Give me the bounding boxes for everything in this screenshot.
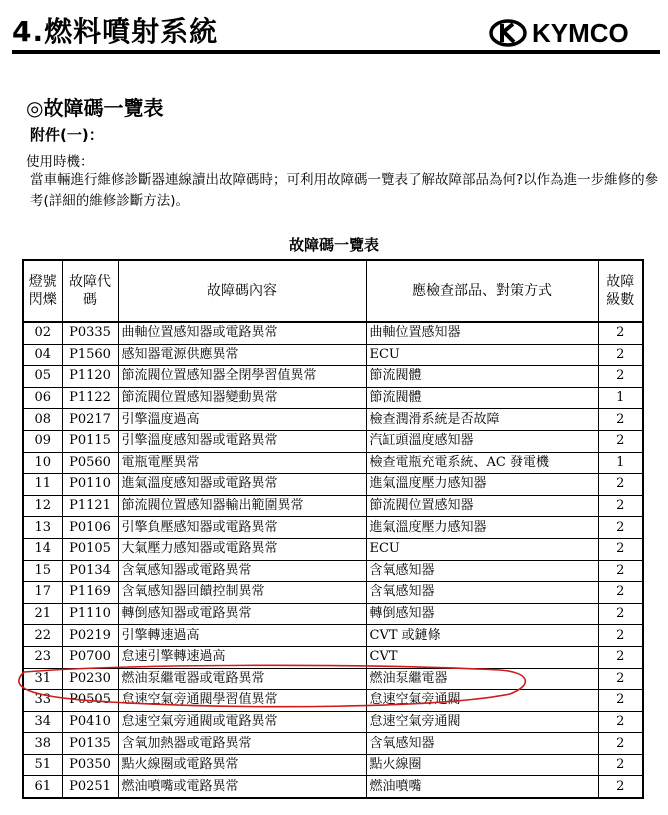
cell-code: P0251 — [62, 776, 118, 798]
cell-code: P0560 — [62, 452, 118, 474]
kymco-logo-icon — [488, 18, 528, 48]
cell-check: 燃油噴嘴 — [366, 776, 598, 798]
cell-flash: 33 — [23, 690, 62, 712]
usage-label: 使用時機： — [26, 154, 94, 170]
table-row — [23, 322, 643, 344]
table-row — [23, 430, 643, 452]
cell-check: 含氧感知器 — [366, 733, 598, 755]
table-row — [23, 603, 643, 625]
cell-content: 燃油噴嘴或電路異常 — [118, 776, 366, 798]
cell-grade: 1 — [598, 452, 643, 474]
cell-content: 怠速空氣旁通閥或電路異常 — [118, 711, 366, 733]
cell-code: P0110 — [62, 474, 118, 496]
cell-code: P0219 — [62, 625, 118, 647]
cell-flash: 14 — [23, 538, 62, 560]
cell-code: P0350 — [62, 754, 118, 776]
table-row — [23, 517, 643, 539]
cell-content: 節流閥位置感知器全閉學習值異常 — [118, 366, 366, 388]
cell-code: P0105 — [62, 538, 118, 560]
kymco-logo — [488, 18, 629, 48]
cell-flash: 51 — [23, 754, 62, 776]
table-row — [23, 495, 643, 517]
cell-check: 汽缸頭溫度感知器 — [366, 430, 598, 452]
cell-content: 怠速空氣旁通閥學習值異常 — [118, 690, 366, 712]
cell-content: 大氣壓力感知器或電路異常 — [118, 538, 366, 560]
cell-grade: 2 — [598, 560, 643, 582]
cell-grade: 2 — [598, 625, 643, 647]
cell-code: P0700 — [62, 646, 118, 668]
cell-grade: 2 — [598, 646, 643, 668]
cell-flash: 12 — [23, 495, 62, 517]
header-grade: 故障級數 — [598, 260, 643, 322]
cell-grade: 2 — [598, 711, 643, 733]
cell-content: 節流閥位置感知器變動異常 — [118, 387, 366, 409]
cell-grade: 2 — [598, 582, 643, 604]
cell-content: 感知器電源供應異常 — [118, 344, 366, 366]
table-row — [23, 538, 643, 560]
table-row — [23, 733, 643, 755]
cell-grade: 2 — [598, 409, 643, 431]
cell-code: P0505 — [62, 690, 118, 712]
cell-grade: 2 — [598, 733, 643, 755]
cell-check: 曲軸位置感知器 — [366, 322, 598, 344]
cell-flash: 15 — [23, 560, 62, 582]
cell-flash: 11 — [23, 474, 62, 496]
cell-flash: 04 — [23, 344, 62, 366]
cell-flash: 02 — [23, 322, 62, 344]
header-content: 故障碼內容 — [118, 260, 366, 322]
cell-flash: 06 — [23, 387, 62, 409]
cell-code: P0134 — [62, 560, 118, 582]
fault-code-table — [22, 259, 644, 799]
section-title: ◎故障碼一覽表 — [26, 96, 164, 120]
cell-content: 含氧加熱器或電路異常 — [118, 733, 366, 755]
cell-content: 含氧感知器或電路異常 — [118, 560, 366, 582]
table-row — [23, 668, 643, 690]
cell-check: 轉倒感知器 — [366, 603, 598, 625]
table-row — [23, 690, 643, 712]
cell-code: P1110 — [62, 603, 118, 625]
cell-check: 節流閥體 — [366, 366, 598, 388]
cell-check: CVT — [366, 646, 598, 668]
table-row — [23, 625, 643, 647]
cell-grade: 2 — [598, 322, 643, 344]
cell-check: 檢查潤滑系統是否故障 — [366, 409, 598, 431]
header-check: 應檢查部品、對策方式 — [366, 260, 598, 322]
table-row — [23, 560, 643, 582]
cell-code: P0410 — [62, 711, 118, 733]
cell-code: P0135 — [62, 733, 118, 755]
cell-content: 節流閥位置感知器輸出範圍異常 — [118, 495, 366, 517]
cell-check: 檢查電瓶充電系統、AC 發電機 — [366, 452, 598, 474]
table-row — [23, 582, 643, 604]
cell-grade: 2 — [598, 668, 643, 690]
brand-name: KYMCO — [532, 17, 629, 48]
cell-content: 燃油泵繼電器或電路異常 — [118, 668, 366, 690]
cell-code: P1121 — [62, 495, 118, 517]
cell-grade: 2 — [598, 430, 643, 452]
cell-check: 節流閥位置感知器 — [366, 495, 598, 517]
table-body — [23, 322, 643, 798]
table-row — [23, 344, 643, 366]
cell-grade: 2 — [598, 474, 643, 496]
cell-check: 進氣溫度壓力感知器 — [366, 474, 598, 496]
cell-flash: 61 — [23, 776, 62, 798]
cell-code: P1120 — [62, 366, 118, 388]
cell-check: CVT 或鏈條 — [366, 625, 598, 647]
cell-content: 引擎溫度過高 — [118, 409, 366, 431]
cell-check: ECU — [366, 344, 598, 366]
cell-grade: 2 — [598, 690, 643, 712]
cell-flash: 17 — [23, 582, 62, 604]
cell-flash: 22 — [23, 625, 62, 647]
cell-content: 含氧感知器回饋控制異常 — [118, 582, 366, 604]
cell-content: 引擎轉速過高 — [118, 625, 366, 647]
table-row — [23, 452, 643, 474]
cell-grade: 2 — [598, 495, 643, 517]
cell-flash: 08 — [23, 409, 62, 431]
cell-grade: 2 — [598, 538, 643, 560]
cell-content: 轉倒感知器或電路異常 — [118, 603, 366, 625]
cell-content: 引擎負壓感知器或電路異常 — [118, 517, 366, 539]
cell-content: 電瓶電壓異常 — [118, 452, 366, 474]
cell-code: P0106 — [62, 517, 118, 539]
cell-grade: 2 — [598, 344, 643, 366]
cell-code: P1560 — [62, 344, 118, 366]
cell-code: P0335 — [62, 322, 118, 344]
table-row — [23, 776, 643, 798]
cell-flash: 21 — [23, 603, 62, 625]
cell-check: 含氧感知器 — [366, 560, 598, 582]
header-divider — [12, 50, 660, 54]
cell-check: 怠速空氣旁通閥 — [366, 711, 598, 733]
cell-check: 怠速空氣旁通閥 — [366, 690, 598, 712]
table-row — [23, 366, 643, 388]
cell-flash: 34 — [23, 711, 62, 733]
cell-check: 進氣溫度壓力感知器 — [366, 517, 598, 539]
page-title: 4.燃料噴射系統 — [12, 15, 219, 48]
cell-flash: 38 — [23, 733, 62, 755]
cell-code: P0115 — [62, 430, 118, 452]
table-row — [23, 646, 643, 668]
header-flash: 燈號閃爍 — [23, 260, 62, 322]
cell-content: 點火線圈或電路異常 — [118, 754, 366, 776]
cell-flash: 23 — [23, 646, 62, 668]
cell-grade: 2 — [598, 754, 643, 776]
cell-flash: 10 — [23, 452, 62, 474]
cell-grade: 2 — [598, 517, 643, 539]
cell-content: 引擎溫度感知器或電路異常 — [118, 430, 366, 452]
cell-content: 曲軸位置感知器或電路異常 — [118, 322, 366, 344]
table-row — [23, 474, 643, 496]
cell-code: P1169 — [62, 582, 118, 604]
cell-check: 燃油泵繼電器 — [366, 668, 598, 690]
cell-content: 進氣溫度感知器或電路異常 — [118, 474, 366, 496]
cell-flash: 13 — [23, 517, 62, 539]
cell-code: P1122 — [62, 387, 118, 409]
table-row — [23, 754, 643, 776]
cell-grade: 2 — [598, 776, 643, 798]
cell-check: ECU — [366, 538, 598, 560]
table-row — [23, 409, 643, 431]
cell-code: P0217 — [62, 409, 118, 431]
table-caption: 故障碼一覽表 — [288, 236, 379, 254]
table-header-row — [23, 260, 643, 322]
table-row — [23, 711, 643, 733]
appendix-label: 附件(一)： — [30, 126, 104, 144]
cell-flash: 09 — [23, 430, 62, 452]
cell-grade: 2 — [598, 366, 643, 388]
usage-description: 當車輛進行維修診斷器連線讀出故障碼時；可利用故障碼一覽表了解故障部品為何?以作為進一步維修的參考(詳細的維修診斷方法)。 — [30, 172, 659, 209]
cell-check: 點火線圈 — [366, 754, 598, 776]
table-row — [23, 387, 643, 409]
cell-content: 怠速引擎轉速過高 — [118, 646, 366, 668]
cell-flash: 31 — [23, 668, 62, 690]
cell-check: 節流閥體 — [366, 387, 598, 409]
cell-check: 含氧感知器 — [366, 582, 598, 604]
cell-grade: 2 — [598, 603, 643, 625]
cell-code: P0230 — [62, 668, 118, 690]
cell-grade: 1 — [598, 387, 643, 409]
cell-flash: 05 — [23, 366, 62, 388]
header-code: 故障代碼 — [62, 260, 118, 322]
